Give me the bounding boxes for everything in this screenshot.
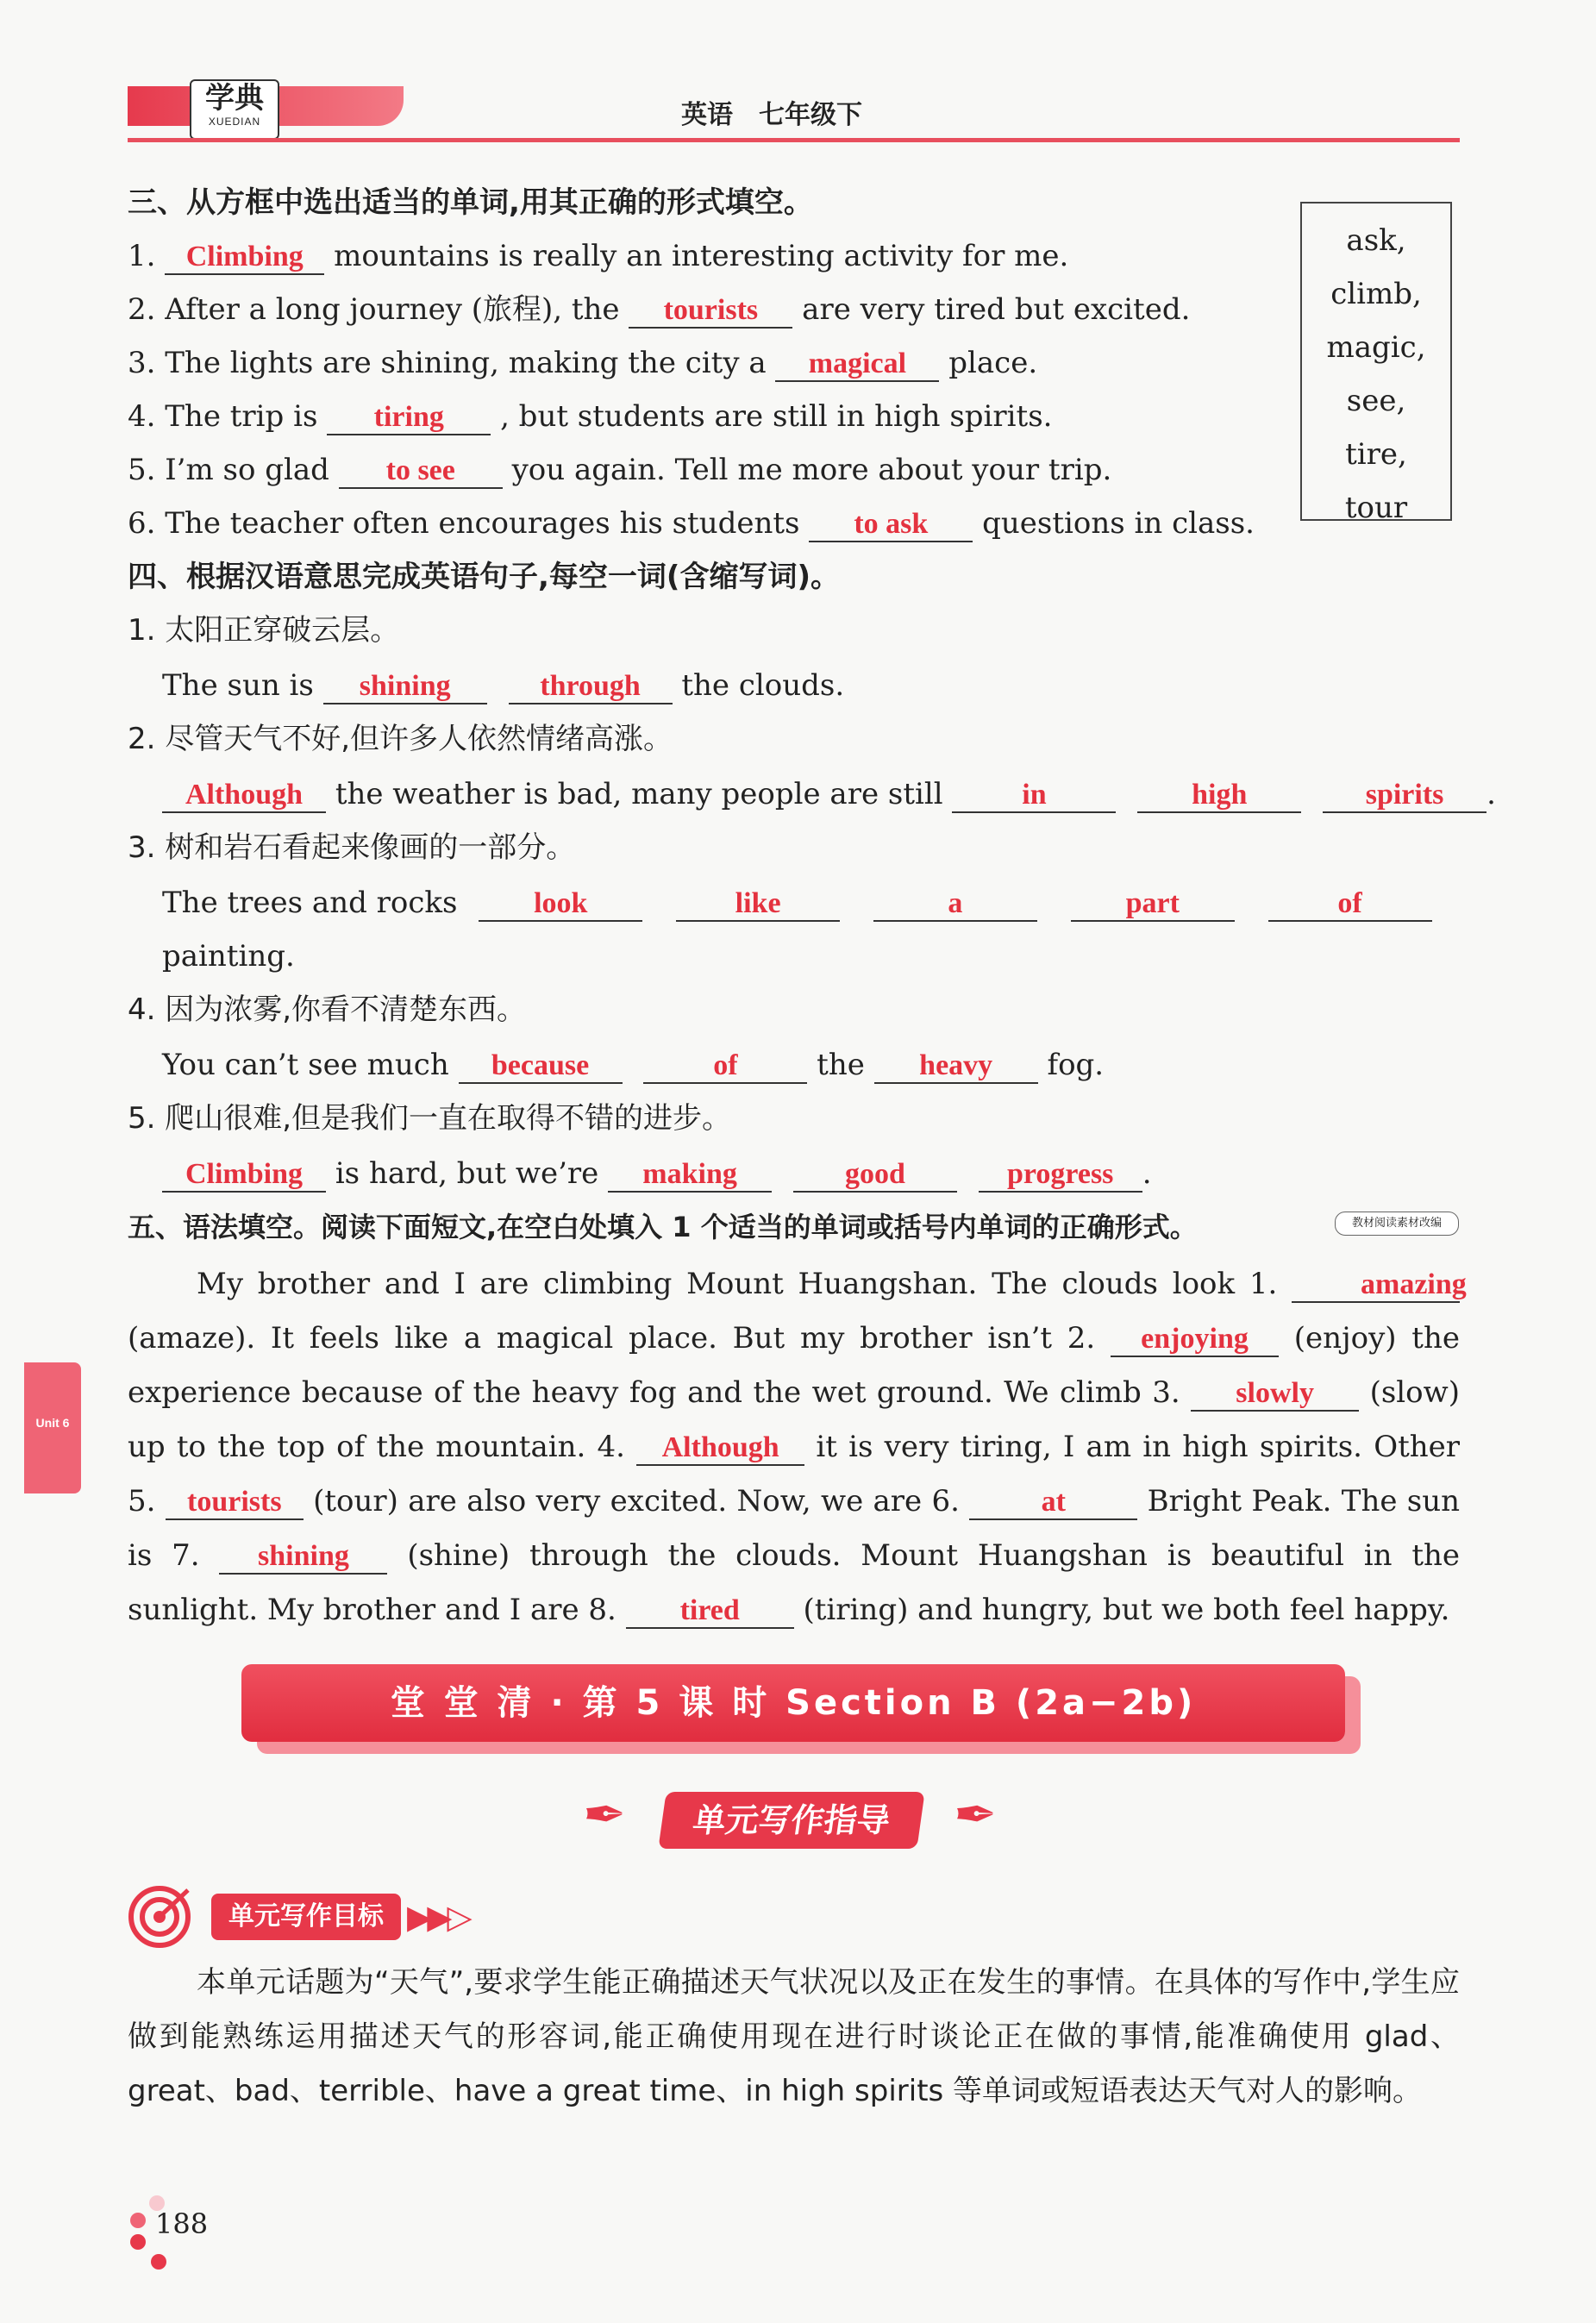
- answer-blank[interactable]: to ask: [809, 508, 973, 542]
- answer-blank[interactable]: to see: [339, 454, 503, 489]
- word-box: [1300, 202, 1452, 525]
- answer-blank[interactable]: shining: [323, 670, 487, 704]
- answer-blank[interactable]: through: [509, 670, 673, 704]
- writing-guide-banner: 单元写作指导: [658, 1792, 924, 1849]
- word-box-item: tour: [1344, 491, 1408, 525]
- unit-side-tab: Unit 6: [24, 1362, 81, 1493]
- s4-q5-chinese: 5. 爬山很难,但是我们一直在取得不错的进步。: [128, 1101, 732, 1136]
- pen-nib-icon: ✒: [583, 1785, 627, 1845]
- s4-question-4: You can’t see much because of the heavy fog.: [162, 1048, 1105, 1082]
- answer-blank[interactable]: because: [459, 1049, 623, 1084]
- answer-blank[interactable]: amazing: [1292, 1268, 1460, 1303]
- word-box-item: magic,: [1326, 330, 1426, 365]
- answer-blank[interactable]: a: [873, 887, 1037, 922]
- s4-q3-continuation: painting.: [162, 939, 295, 974]
- answer-blank[interactable]: magical: [775, 348, 939, 382]
- answer-blank[interactable]: look: [479, 887, 642, 922]
- answer-blank[interactable]: tourists: [166, 1486, 304, 1520]
- answer-blank[interactable]: tiring: [327, 401, 491, 435]
- s4-question-5: Climbing is hard, but we’re making good progress .: [162, 1154, 1152, 1193]
- answer-blank[interactable]: enjoying: [1111, 1323, 1279, 1357]
- answer-blank[interactable]: making: [608, 1158, 772, 1193]
- s3-question-1: 1. Climbing mountains is really an interesting activity for me.: [128, 239, 1069, 273]
- s4-q1-chinese: 1. 太阳正穿破云层。: [128, 613, 400, 648]
- s3-question-3: 3. The lights are shining, making the city a magical place.: [128, 346, 1038, 380]
- lesson-banner: 堂 堂 清 · 第 5 课 时 Section B (2a−2b): [241, 1664, 1345, 1742]
- answer-blank[interactable]: like: [676, 887, 840, 922]
- answer-blank[interactable]: Climbing: [165, 241, 324, 275]
- answer-blank[interactable]: heavy: [874, 1049, 1038, 1084]
- logo-subtext: XUEDIAN: [208, 116, 261, 128]
- arrow-icon: ▶▶▷: [407, 1898, 467, 1936]
- answer-blank[interactable]: part: [1071, 887, 1235, 922]
- logo-text: 学典: [205, 81, 264, 116]
- answer-blank[interactable]: high: [1137, 779, 1301, 813]
- section-5-title: 五、语法填空。阅读下面短文,在空白处填入 1 个适当的单词或括号内单词的正确形式。: [128, 1211, 1198, 1243]
- s4-question-2: Although the weather is bad, many people are still in high spirits .: [162, 774, 1496, 814]
- answer-blank[interactable]: progress: [979, 1158, 1142, 1193]
- answer-blank[interactable]: spirits: [1323, 779, 1486, 813]
- answer-blank[interactable]: Climbing: [162, 1158, 326, 1193]
- word-box-item: see,: [1346, 384, 1406, 418]
- writing-goal-text: 本单元话题为“天气”,要求学生能正确描述天气状况以及正在发生的事情。在具体的写作中,学生应做到能熟练运用描述天气的形容词,能正确使用现在进行时谈论正在做的事情,能准确使用 glad、great、bad、terrible、have a great time、in high spirits 等单词或短语表达天气对人的影响。: [128, 1965, 1460, 2108]
- header-title: 英语 七年级下: [681, 100, 862, 130]
- s3-question-6: 6. The teacher often encourages his students to ask questions in class.: [128, 506, 1255, 541]
- s4-question-3: The trees and rocks look like a part of: [162, 883, 1432, 923]
- pen-nib-icon: ✒: [954, 1785, 998, 1845]
- s3-question-4: 4. The trip is tiring , but students are still in high spirits.: [128, 399, 1053, 434]
- section-4-title: 四、根据汉语意思完成英语句子,每空一词(含缩写词)。: [128, 560, 840, 594]
- answer-blank[interactable]: tired: [626, 1594, 794, 1629]
- s3-question-5: 5. I’m so glad to see you again. Tell me more about your trip.: [128, 453, 1112, 487]
- s3-question-2: 2. After a long journey (旅程), the tourists are very tired but excited.: [128, 292, 1191, 327]
- s4-q2-chinese: 2. 尽管天气不好,但许多人依然情绪高涨。: [128, 722, 673, 756]
- source-tag: 教材阅读素材改编: [1335, 1212, 1459, 1236]
- answer-blank[interactable]: good: [793, 1158, 957, 1193]
- page-number: 188: [155, 2207, 209, 2240]
- s4-q3-chinese: 3. 树和岩石看起来像画的一部分。: [128, 830, 576, 865]
- target-icon: [128, 1885, 191, 1949]
- answer-blank[interactable]: Although: [162, 779, 326, 813]
- s4-q4-chinese: 4. 因为浓雾,你看不清楚东西。: [128, 992, 527, 1027]
- word-box-item: climb,: [1330, 277, 1422, 311]
- word-box-item: ask,: [1346, 223, 1406, 258]
- answer-blank[interactable]: at: [969, 1486, 1137, 1520]
- answer-blank[interactable]: of: [643, 1049, 807, 1084]
- writing-goal-label: 单元写作目标: [211, 1894, 401, 1940]
- section-3-title: 三、从方框中选出适当的单词,用其正确的形式填空。: [128, 185, 813, 220]
- s5-passage: My brother and I are climbing Mount Huangshan. The clouds look 1. amazing (amaze). It feels like a magical place. But my brother isn’t 2. enjoying (enjoy) the experience because of the heavy fog and the wet ground. We climb 3. slowly (slow) up to the top of the mountain. 4. Although it is very tiring, I am in high spirits. Other 5. tourists (tour) are also very excited. Now, we are 6. at Bright Peak. The sun is 7. shining (shine) through the clouds. Mount Huangshan is beautiful in the sunlight. My brother and I are 8. tired (tiring) and hungry, but we both feel happy.: [128, 1267, 1467, 1627]
- answer-blank[interactable]: slowly: [1191, 1377, 1359, 1412]
- header-rule: [128, 138, 1460, 142]
- brand-logo: [190, 79, 279, 140]
- s4-question-1: The sun is shining through the clouds.: [162, 668, 845, 703]
- answer-blank[interactable]: of: [1268, 887, 1432, 922]
- word-box-item: tire,: [1345, 437, 1407, 472]
- answer-blank[interactable]: tourists: [629, 294, 792, 329]
- answer-blank[interactable]: shining: [219, 1540, 387, 1575]
- answer-blank[interactable]: Although: [636, 1431, 804, 1466]
- answer-blank[interactable]: in: [952, 779, 1116, 813]
